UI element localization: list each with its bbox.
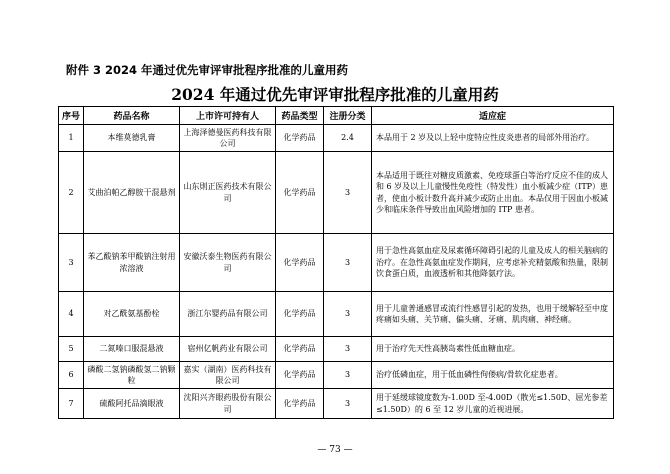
cell-indication: 用于治疗先天性高胰岛素性低血糖血症。 <box>372 337 614 362</box>
table-row <box>59 337 614 362</box>
cell-holder: 山东則正医药技术有限公司 <box>180 152 276 234</box>
cell-class: 3 <box>324 362 372 389</box>
cell-name: 本维莫德乳膏 <box>84 125 180 152</box>
cell-holder: 安徽沃泰生物医药有限公司 <box>180 234 276 292</box>
cell-type: 化学药品 <box>276 152 324 234</box>
cell-indication: 用于儿童普通感冒或流行性感冒引起的发热，也用于缓解轻至中度疼痛如头痛、关节痛、偏头痛、牙痛、肌肉痛、神经痛。 <box>372 292 614 337</box>
table-row <box>59 292 614 337</box>
cell-no: 4 <box>59 292 84 337</box>
header-name: 药品名称 <box>84 107 180 125</box>
cell-indication: 用于延缓球镜度数为-1.00D 至-4.00D（散光≤1.50D、屈光参差≤1.50D）的 6 至 12 岁儿童的近视进展。 <box>372 389 614 419</box>
header-no: 序号 <box>59 107 84 125</box>
cell-type: 化学药品 <box>276 362 324 389</box>
drug-table <box>58 106 614 419</box>
cell-class: 3 <box>324 234 372 292</box>
cell-type: 化学药品 <box>276 389 324 419</box>
header-type: 药品类型 <box>276 107 324 125</box>
cell-holder: 上海泽德曼医药科技有限公司 <box>180 125 276 152</box>
cell-holder: 浙江尔婴药品有限公司 <box>180 292 276 337</box>
table-row <box>59 234 614 292</box>
cell-type: 化学药品 <box>276 125 324 152</box>
cell-class: 2.4 <box>324 125 372 152</box>
cell-class: 3 <box>324 389 372 419</box>
header-indication: 适应症 <box>372 107 614 125</box>
page-number: — 73 — <box>317 445 353 455</box>
cell-name: 艾曲泊帕乙醇胺干混悬剂 <box>84 152 180 234</box>
cell-name: 对乙酰氨基酚栓 <box>84 292 180 337</box>
cell-indication: 用于急性高氨血症及尿素循环障碍引起的儿童及成人的相关脑病的治疗。在急性高氨血症发作期间，应考虑补充精氨酸和热量，限制饮食蛋白质，血液透析和其他降氨疗法。 <box>372 234 614 292</box>
cell-name: 二氮嗪口服混悬液 <box>84 337 180 362</box>
cell-indication: 治疗低磷血症，用于低血磷性佝偻病/骨软化症患者。 <box>372 362 614 389</box>
cell-class: 3 <box>324 292 372 337</box>
cell-holder: 宿州亿帆药业有限公司 <box>180 337 276 362</box>
cell-indication: 本品用于 2 岁及以上轻中度特应性皮炎患者的局部外用治疗。 <box>372 125 614 152</box>
table-row <box>59 152 614 234</box>
cell-no: 1 <box>59 125 84 152</box>
cell-no: 5 <box>59 337 84 362</box>
cell-indication: 本品适用于既往对糖皮质激素、免疫球蛋白等治疗反应不佳的成人和 6 岁及以上儿童慢性免疫性（特发性）血小板减少症（ITP）患者，使血小板计数升高并减少或防止出血。本品仅用于因血小板减少和临床条件导致出血风险增加的 ITP 患者。 <box>372 152 614 234</box>
cell-name: 磷酸二氢钠磷酸氢二钠颗粒 <box>84 362 180 389</box>
cell-name: 苯乙酸钠苯甲酸钠注射用浓溶液 <box>84 234 180 292</box>
cell-no: 7 <box>59 389 84 419</box>
header-holder: 上市许可持有人 <box>180 107 276 125</box>
cell-type: 化学药品 <box>276 234 324 292</box>
document-title: 2024 年通过优先审评审批程序批准的儿童用药 <box>171 85 499 104</box>
cell-type: 化学药品 <box>276 292 324 337</box>
cell-holder: 嘉实（湖南）医药科技有限公司 <box>180 362 276 389</box>
table-row <box>59 389 614 419</box>
attachment-label: 附件 3 2024 年通过优先审评审批程序批准的儿童用药 <box>66 63 349 77</box>
cell-no: 2 <box>59 152 84 234</box>
cell-class: 3 <box>324 152 372 234</box>
cell-holder: 沈阳兴齐眼药股份有限公司 <box>180 389 276 419</box>
cell-type: 化学药品 <box>276 337 324 362</box>
table-row <box>59 125 614 152</box>
cell-class: 3 <box>324 337 372 362</box>
cell-no: 3 <box>59 234 84 292</box>
cell-name: 硫酸阿托品滴眼液 <box>84 389 180 419</box>
table-row <box>59 362 614 389</box>
cell-no: 6 <box>59 362 84 389</box>
table-header-row <box>59 107 614 125</box>
header-class: 注册分类 <box>324 107 372 125</box>
